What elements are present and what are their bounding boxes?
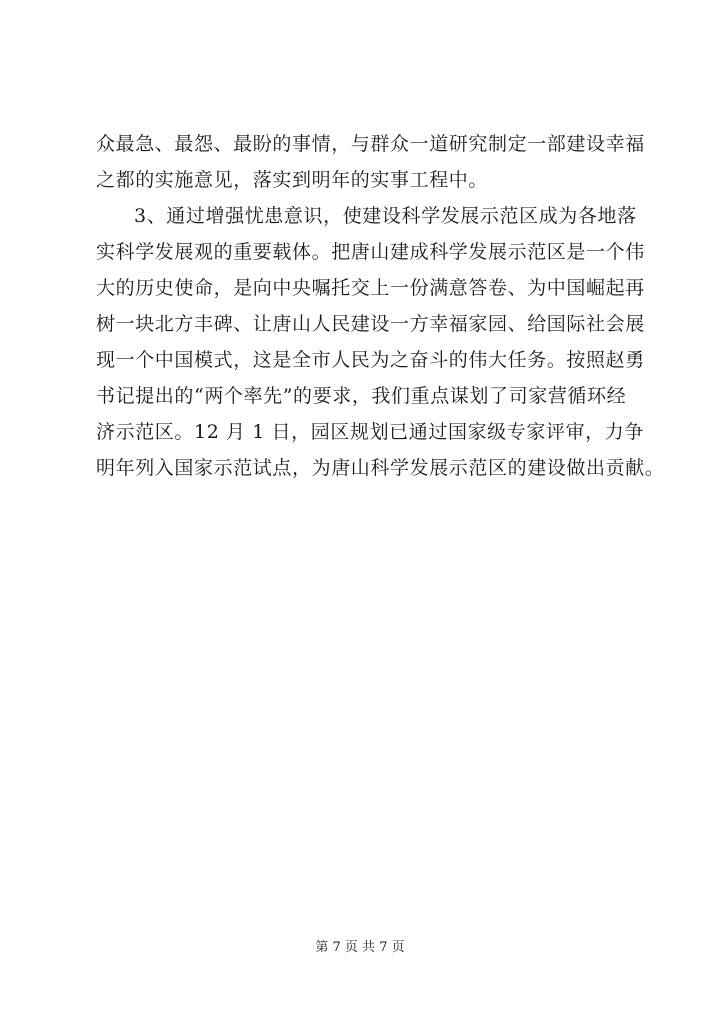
- text-line: 现一个中国模式，这是全市人民为之奋斗的伟大任务。按照赵勇: [96, 349, 645, 371]
- page-number-footer: 第 7 页 共 7 页: [315, 940, 405, 955]
- paragraph-start-line: 3、通过增强忧患意识，使建设科学发展示范区成为各地落: [134, 205, 637, 227]
- text-line: 树一块北方丰碑、让唐山人民建设一方幸福家园、给国际社会展: [96, 313, 645, 335]
- text-line: 济示范区。12 月 1 日，园区规划已通过国家级专家评审，力争: [96, 421, 644, 443]
- text-line: 书记提出的“两个率先”的要求，我们重点谋划了司家营循环经: [96, 385, 627, 407]
- text-line: 众最急、最怨、最盼的事情，与群众一道研究制定一部建设幸福: [96, 133, 645, 155]
- text-line: 实科学发展观的重要载体。把唐山建成科学发展示范区是一个伟: [96, 241, 645, 263]
- text-line: 明年列入国家示范试点，为唐山科学发展示范区的建设做出贡献。: [96, 457, 665, 479]
- text-line: 之都的实施意见，落实到明年的实事工程中。: [96, 169, 489, 191]
- text-line: 大的历史使命，是向中央嘱托交上一份满意答卷、为中国崛起再: [96, 277, 645, 299]
- body-text: [96, 126, 665, 486]
